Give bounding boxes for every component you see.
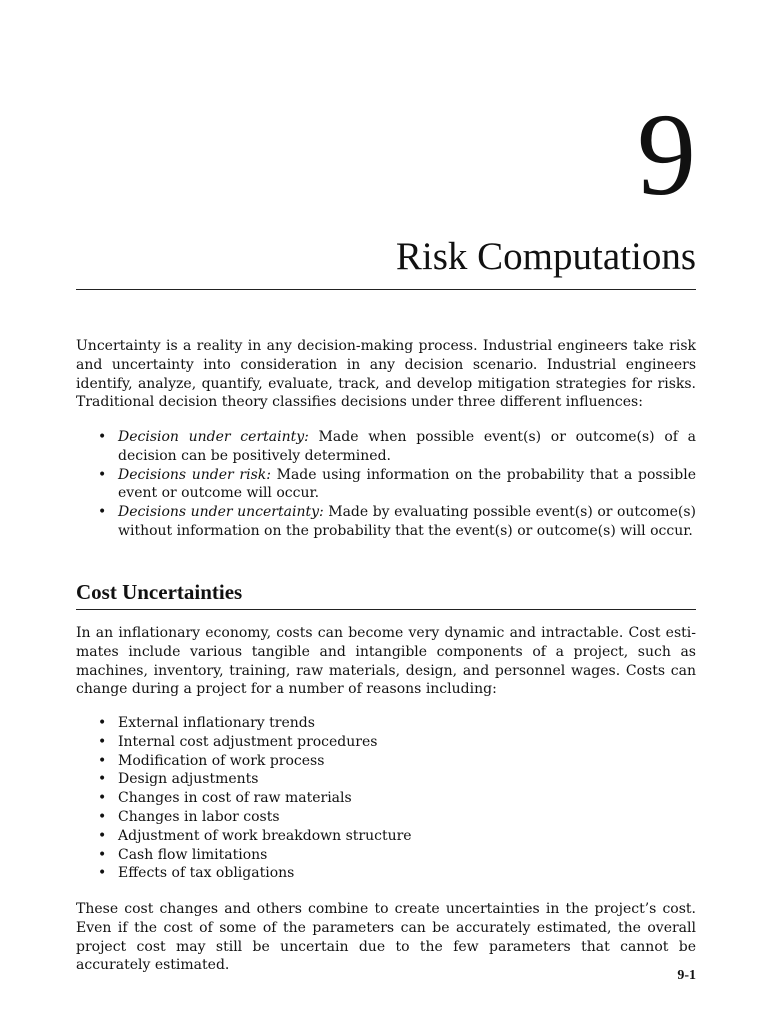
list-item-text: Changes in labor costs bbox=[118, 808, 280, 825]
term-description: Made by evaluating possible event(s) or outcome(s) without information on the probability that the event(s) or outcome(s) will occur. bbox=[118, 504, 696, 539]
title-rule bbox=[76, 289, 696, 290]
bullet-icon: • bbox=[98, 429, 107, 445]
list-item bbox=[76, 864, 696, 883]
bullet-icon: • bbox=[98, 790, 107, 807]
list-item-text: Internal cost adjustment procedures bbox=[118, 733, 378, 750]
bullet-icon: • bbox=[98, 466, 107, 483]
page-number: 9-1 bbox=[677, 968, 696, 983]
list-item-text: Adjustment of work breakdown structure bbox=[118, 827, 412, 844]
list-item bbox=[76, 770, 696, 789]
list-item bbox=[76, 714, 696, 733]
intro-paragraph: Uncertainty is a reality in any decision-making process. Industrial engineers take risk and uncertainty into consideration in any decision scenario. Industrial engineers identify, analyze, quantify, evaluate, track, and develop mitigation strategies for risks. Traditional decision theory classifies decisions under three different influences: bbox=[76, 338, 696, 411]
list-item bbox=[76, 827, 696, 846]
bullet-icon: • bbox=[98, 752, 107, 769]
list-item bbox=[76, 752, 696, 771]
term-label: Decisions under risk: bbox=[118, 466, 271, 483]
term-description: Made when possible event(s) or outcome(s) of a decision can be positively determined. bbox=[118, 429, 696, 464]
list-item-text: Effects of tax obligations bbox=[118, 865, 295, 882]
bullet-icon: • bbox=[98, 504, 107, 521]
section-heading: Cost Uncertainties bbox=[76, 580, 243, 604]
bullet-icon: • bbox=[98, 733, 107, 750]
term-label: Decision under certainty: bbox=[118, 429, 309, 445]
chapter-title: Risk Computations bbox=[395, 235, 696, 278]
decision-types-list bbox=[76, 428, 696, 541]
section-paragraph: In an inflationary economy, costs can become very dynamic and intractable. Cost esti-mates include various tangible and intangible components of a project, such as machines, inventory, training, raw materials, design, and personnel wages. Costs can change during a project for a number of reasons including: bbox=[76, 625, 696, 698]
list-item-text: Design adjustments bbox=[118, 771, 259, 788]
list-item bbox=[76, 428, 696, 466]
bullet-icon: • bbox=[98, 771, 107, 788]
list-item bbox=[76, 466, 696, 504]
list-item bbox=[76, 808, 696, 827]
list-item-text: Changes in cost of raw materials bbox=[118, 790, 352, 807]
list-item bbox=[76, 789, 696, 808]
list-item bbox=[76, 733, 696, 752]
bullet-icon: • bbox=[98, 846, 107, 863]
list-item bbox=[76, 503, 696, 541]
bullet-icon: • bbox=[98, 808, 107, 825]
list-item-text: Modification of work process bbox=[118, 752, 325, 769]
chapter-number: 9 bbox=[637, 89, 696, 220]
section-rule bbox=[76, 609, 696, 610]
term-description: Made using information on the probability that a possible event or outcome will occur. bbox=[118, 466, 696, 502]
list-item-text: Cash flow limitations bbox=[118, 846, 268, 863]
book-page bbox=[76, 0, 696, 1024]
list-item-text: External inflationary trends bbox=[118, 715, 315, 731]
cost-reasons-list bbox=[76, 714, 696, 883]
bullet-icon: • bbox=[98, 715, 107, 731]
term-label: Decisions under uncertainty: bbox=[118, 504, 324, 521]
closing-paragraph: These cost changes and others combine to create uncertainties in the project’s cost. Even if the cost of some of the parameters can be accurately estimated, the overall project cost may still be uncertain due to the few parameters that cannot be accurately estimated. bbox=[76, 901, 696, 974]
bullet-icon: • bbox=[98, 827, 107, 844]
bullet-icon: • bbox=[98, 865, 107, 882]
list-item bbox=[76, 846, 696, 865]
